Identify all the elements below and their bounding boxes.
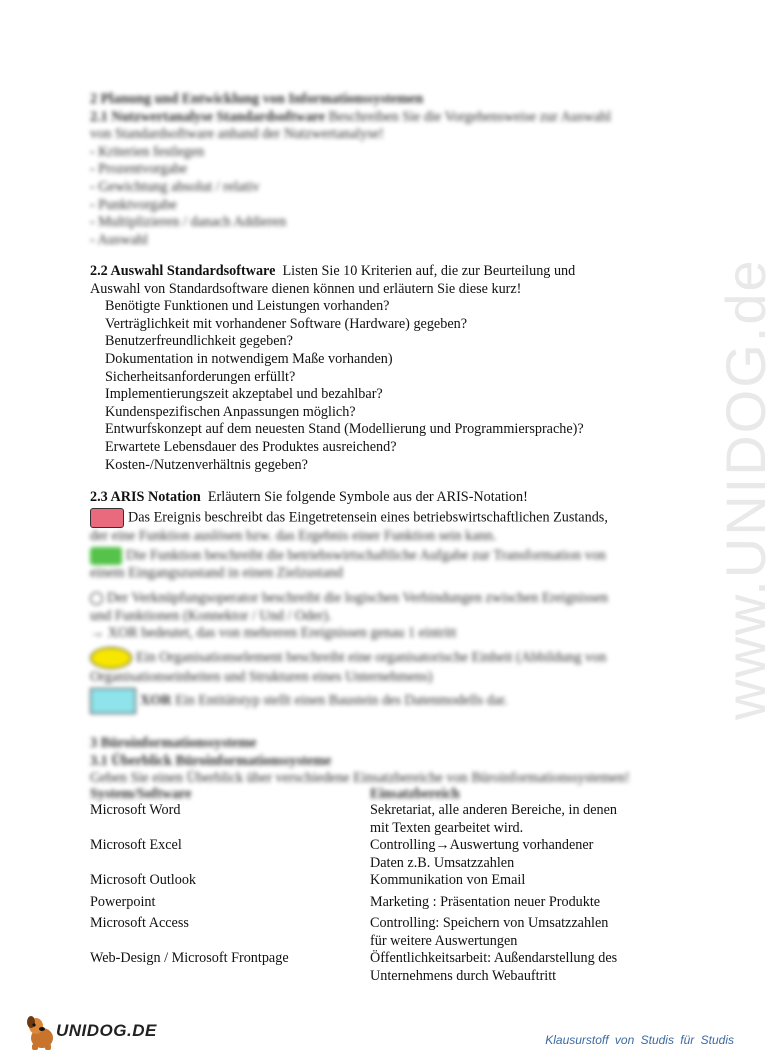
criteria-item: Entwurfskonzept auf dem neuesten Stand (Modellierung und Programmiersprache)? — [105, 421, 584, 438]
criteria-item: Benutzerfreundlichkeit gegeben? — [105, 333, 293, 350]
question: Geben Sie einen Überblick über verschiedene Einsatzbereiche von Büroinformationssystemen! — [90, 770, 630, 787]
function-symbol-icon — [90, 547, 122, 565]
watermark: www.UNIDOG.de — [714, 258, 777, 720]
list-item: - Punktvorgabe — [90, 196, 177, 213]
org-unit-symbol-icon — [90, 647, 132, 669]
list-item: - Multiplizieren / danach Addieren — [90, 214, 287, 231]
list-item: - Auswahl — [90, 231, 148, 248]
criteria-item: Benötigte Funktionen und Leistungen vorhanden? — [105, 298, 390, 315]
aris-event-continued: der eine Funktion auslösen bzw. das Ergebnis einer Funktion sein kann. — [90, 528, 497, 544]
aris-event-explanation: Das Ereignis beschreibt das Eingetretensein eines betriebswirtschaftlichen Zustands, — [90, 508, 660, 528]
list-item: - Prozentvorgabe — [90, 161, 188, 178]
event-symbol-icon — [90, 508, 124, 528]
entity-symbol-icon — [90, 688, 136, 714]
subheading: 3.1 Überblick Büroinformationssysteme — [90, 752, 332, 769]
aris-entity-explanation: XOR Ein Entitätstyp stellt einen Baustein des Datenmodells dar. — [90, 688, 660, 714]
section-heading: 2 Planung und Entwicklung von Informationssystemen — [90, 91, 424, 107]
section-2-2 — [90, 263, 660, 474]
criteria-item: Dokumentation in notwendigem Maße vorhanden) — [105, 350, 393, 367]
unidog-logo[interactable] — [22, 1014, 157, 1054]
list-item: - Gewichtung absolut / relativ — [90, 178, 260, 195]
footer-tagline: Klausurstoff von Studis für Studis — [545, 1033, 734, 1047]
logo-text: UNIDOG.DE — [56, 1021, 157, 1040]
criteria-item: Kosten-/Nutzenverhältnis gegeben? — [105, 456, 308, 473]
question: 2.3 ARIS Notation Erläutern Sie folgende Symbole aus der ARIS-Notation! — [90, 489, 528, 505]
list-item: - Kriterien festlegen — [90, 143, 205, 160]
criteria-item: Erwartete Lebensdauer des Produktes ausreichend? — [105, 438, 397, 455]
section-2-3 — [90, 489, 660, 507]
document-page: www.UNIDOG.de 2 Planung und Entwicklung von Informationssystemen 2.1 Nutzwertanalyse Standardsoftware Beschreiben Sie die Vorgehensweise zur Auswahl von Standardsoftware anhand der Nutzwertanalyse! - Kriterien festlegen - Prozentvorgabe - Gewichtung absolut / relativ - Punktvorgabe - Multiplizieren / danach Addieren - Auswahl 2.2 Auswahl Standardsoftware Listen Sie 10 Kriterien auf, die zur Beurteilung und Auswahl von Standardsoftware dienen können und erläutern Sie diese kurz! Benötigte Funktionen und Leistungen vorhanden? Verträglichkeit mit vorhandener Software (Hardware) gegeben? Benutzerfreundlichkeit gegeben? Dokumentation in notwendigem Maße vorhanden) Sicherheitsanforderungen erfüllt? Implementierungszeit akzeptabel und bezahlbar? Kundenspezifischen Anpassungen möglich? Entwurfskonzept auf dem neuesten Stand (Modellierung und Programmiersprache)? Erwartete Lebensdauer des Produktes ausreichend? Kosten-/Nutzenverhältnis gegeben? 2.3 ARIS Notation Erläutern Sie folgende Symbole aus der ARIS-Notation! Das Ereignis beschreibt das Eingetretensein eines betriebswirtschaftlichen Zustands, der eine Funktion auslösen bzw. das Ergebnis einer Funktion sein kann. Die Funktion beschreibt die betriebswirtschaftliche Aufgabe zur Transformation von einem Eingangszustand in einen Zielzustand Der Verknüpfungsoperator beschreibt die logischen Verbindungen zwischen Ereignissen und Funktionen (Konnektor / Und / Oder). → XOR bedeutet, das von mehreren Ereignissen genau 1 eintritt Ein Organisationselement beschreibt eine organisatorische Einheit (Abbildung von Organisationseinheiten und Strukturen eines Unternehmens) XOR Ein Entitätstyp stellt einen Baustein des Datenmodells dar. 3 Büroinformationssysteme 3.1 Überblick Büroinformationssysteme Geben Sie einen Überblick über verschiedene Einsatzbereiche von Büroinformationssystemen! System/Software Einsatzbereich Microsoft Word Sekretariat, alle anderen Bereiche, in denen mit Texten gearbeitet wird. Microsoft Excel Controlling→Auswertung vorhandener Daten z.B. Umsatzzahlen Microsoft Outlook Kommunikation von Email Powerpoint Marketing : Präsentation neuer Produkte Microsoft Access Controlling: Speichern von Umsatzzahlen für weitere Auswertungen Web-Design / Microsoft Frontpage Öffentlichkeitsarbeit: Außendarstellung des Unternehmens durch Webauftritt UNIDOG.DE Klausurstoff von Studis für Studis — [0, 0, 750, 1060]
criteria-item: Implementierungszeit akzeptabel und bezahlbar? — [105, 386, 383, 403]
criteria-item: Kundenspezifischen Anpassungen möglich? — [105, 403, 356, 420]
connector-symbol-icon — [90, 592, 103, 605]
aris-function-explanation: Die Funktion beschreibt die betriebswirtschaftliche Aufgabe zur Transformation von einem Eingangszustand in einen Zielzustand — [90, 547, 606, 581]
table-header-row: System/Software Einsatzbereich — [90, 786, 460, 802]
criteria-item: Sicherheitsanforderungen erfüllt? — [105, 368, 296, 385]
question-continued: von Standardsoftware anhand der Nutzwertanalyse! — [90, 126, 384, 143]
question: 2.2 Auswahl Standardsoftware Listen Sie 10 Kriterien auf, die zur Beurteilung und — [90, 263, 576, 279]
aris-org-explanation: Ein Organisationselement beschreibt eine organisatorische Einheit (Abbildung von Organisationseinheiten und Strukturen eines Unternehmens) — [90, 647, 660, 687]
section-3 — [90, 735, 660, 788]
section-heading: 3 Büroinformationssysteme — [90, 735, 257, 751]
section-2-1 — [90, 91, 660, 249]
question: 2.1 Nutzwertanalyse Standardsoftware Beschreiben Sie die Vorgehensweise zur Auswahl — [90, 108, 612, 125]
question-continued: Auswahl von Standardsoftware dienen können und erläutern Sie diese kurz! — [90, 280, 522, 297]
criteria-item: Verträglichkeit mit vorhandener Software (Hardware) gegeben? — [105, 315, 468, 332]
aris-connector-explanation: Der Verknüpfungsoperator beschreibt die logischen Verbindungen zwischen Ereignissen und Funktionen (Konnektor / Und / Oder). → XOR bedeutet, das von mehreren Ereignissen genau 1 eintritt — [90, 590, 609, 642]
